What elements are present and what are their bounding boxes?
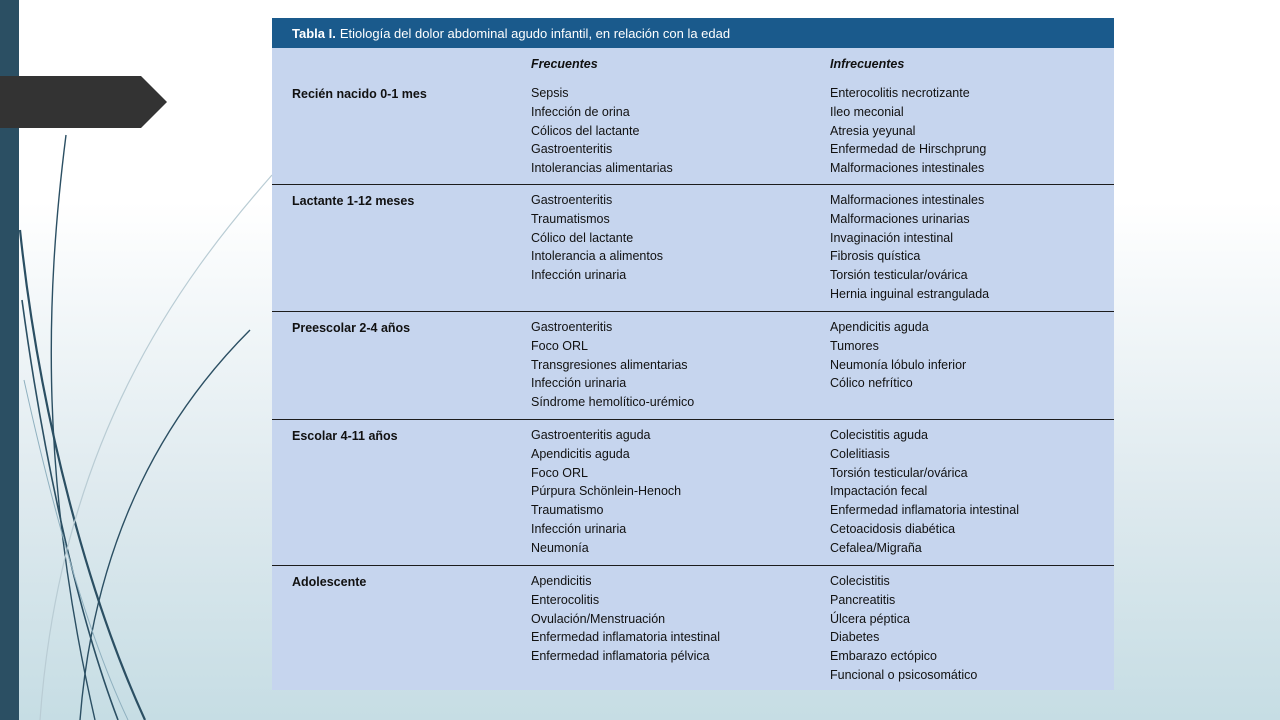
list-item: Cólicos del lactante [531, 123, 640, 138]
list-item: Infección urinaria [531, 376, 627, 391]
list-item: Colelitiasis [830, 446, 890, 461]
list-item: Diabetes [830, 630, 880, 645]
age-group-label: Lactante 1-12 meses [292, 194, 415, 208]
list-item: Infección de orina [531, 104, 630, 119]
list-item: Púrpura Schönlein-Henoch [531, 484, 682, 499]
arrow-tab-shape [0, 76, 167, 128]
list-item: Impactación fecal [830, 484, 928, 499]
list-item: Cólico nefrítico [830, 376, 913, 391]
list-item: Traumatismos [531, 211, 610, 226]
infrequent-causes-list [830, 572, 977, 685]
list-item: Apendicitis aguda [830, 320, 929, 334]
table-title-text: Etiología del dolor abdominal agudo infantil, en relación con la edad [339, 25, 731, 41]
list-item: Malformaciones urinarias [830, 211, 970, 226]
list-item: Cólico del lactante [531, 230, 634, 245]
list-item: Enfermedad de Hirschprung [830, 142, 987, 157]
list-item: Enfermedad inflamatoria intestinal [531, 630, 720, 645]
list-item: Enfermedad inflamatoria pélvica [531, 649, 710, 664]
list-item: Cetoacidosis diabética [830, 521, 956, 536]
age-group-label: Preescolar 2-4 años [292, 321, 411, 335]
list-item: Cefalea/Migraña [830, 540, 922, 555]
frequent-causes-list [531, 84, 673, 178]
table-row [272, 420, 1114, 566]
age-group-label: Recién nacido 0-1 mes [292, 87, 427, 101]
list-item: Foco ORL [531, 338, 588, 353]
list-item: Apendicitis [531, 574, 592, 588]
etiology-table [272, 18, 1114, 690]
list-item: Intolerancia a alimentos [531, 249, 664, 264]
infrequent-causes-list [830, 426, 1019, 558]
infrequent-causes-list [830, 84, 986, 178]
table-body [272, 84, 1114, 698]
frequent-causes-list [531, 572, 720, 666]
list-item: Neumonía lóbulo inferior [830, 357, 967, 372]
frequent-causes-list [531, 318, 694, 412]
list-item: Gastroenteritis [531, 142, 613, 157]
list-item: Úlcera péptica [830, 611, 910, 626]
list-item: Foco ORL [531, 465, 588, 480]
column-header-frequent: Frecuentes [531, 57, 598, 71]
frequent-causes-list [531, 426, 681, 558]
table-title-label: Tabla I. [292, 25, 336, 41]
list-item: Enterocolitis necrotizante [830, 86, 970, 100]
list-item: Síndrome hemolítico-urémico [531, 395, 695, 410]
column-headers [272, 48, 1114, 84]
list-item: Tumores [830, 338, 879, 353]
list-item: Enfermedad inflamatoria intestinal [830, 503, 1019, 518]
list-item: Embarazo ectópico [830, 649, 938, 664]
list-item: Transgresiones alimentarias [531, 357, 688, 372]
list-item: Gastroenteritis aguda [531, 428, 651, 442]
list-item: Ileo meconial [830, 104, 904, 119]
list-item: Fibrosis quística [830, 249, 921, 264]
list-item: Enterocolitis [531, 592, 600, 607]
list-item: Apendicitis aguda [531, 446, 630, 461]
table-title [272, 18, 1114, 48]
table-row [272, 312, 1114, 420]
list-item: Pancreatitis [830, 592, 896, 607]
table-row [272, 566, 1114, 698]
list-item: Torsión testicular/ovárica [830, 268, 968, 283]
list-item: Intolerancias alimentarias [531, 161, 673, 176]
list-item: Funcional o psicosomático [830, 667, 978, 682]
list-item: Colecistitis aguda [830, 428, 928, 442]
list-item: Infección urinaria [531, 521, 627, 536]
list-item: Sepsis [531, 86, 569, 100]
list-item: Neumonía [531, 540, 589, 555]
list-item: Ovulación/Menstruación [531, 611, 666, 626]
list-item: Malformaciones intestinales [830, 161, 985, 176]
list-item: Atresia yeyunal [830, 123, 916, 138]
list-item: Traumatismo [531, 503, 604, 518]
infrequent-causes-list [830, 318, 966, 393]
column-header-infrequent: Infrecuentes [830, 57, 905, 71]
list-item: Colecistitis [830, 574, 890, 588]
list-item: Hernia inguinal estrangulada [830, 286, 990, 301]
list-item: Malformaciones intestinales [830, 193, 985, 207]
list-item: Invaginación intestinal [830, 230, 953, 245]
list-item: Gastroenteritis [531, 193, 613, 207]
table-row [272, 185, 1114, 312]
list-item: Gastroenteritis [531, 320, 613, 334]
infrequent-causes-list [830, 191, 989, 304]
age-group-label: Adolescente [292, 575, 367, 589]
list-item: Torsión testicular/ovárica [830, 465, 968, 480]
table-row [272, 84, 1114, 185]
age-group-label: Escolar 4-11 años [292, 429, 398, 443]
frequent-causes-list [531, 191, 663, 285]
list-item: Infección urinaria [531, 268, 627, 283]
